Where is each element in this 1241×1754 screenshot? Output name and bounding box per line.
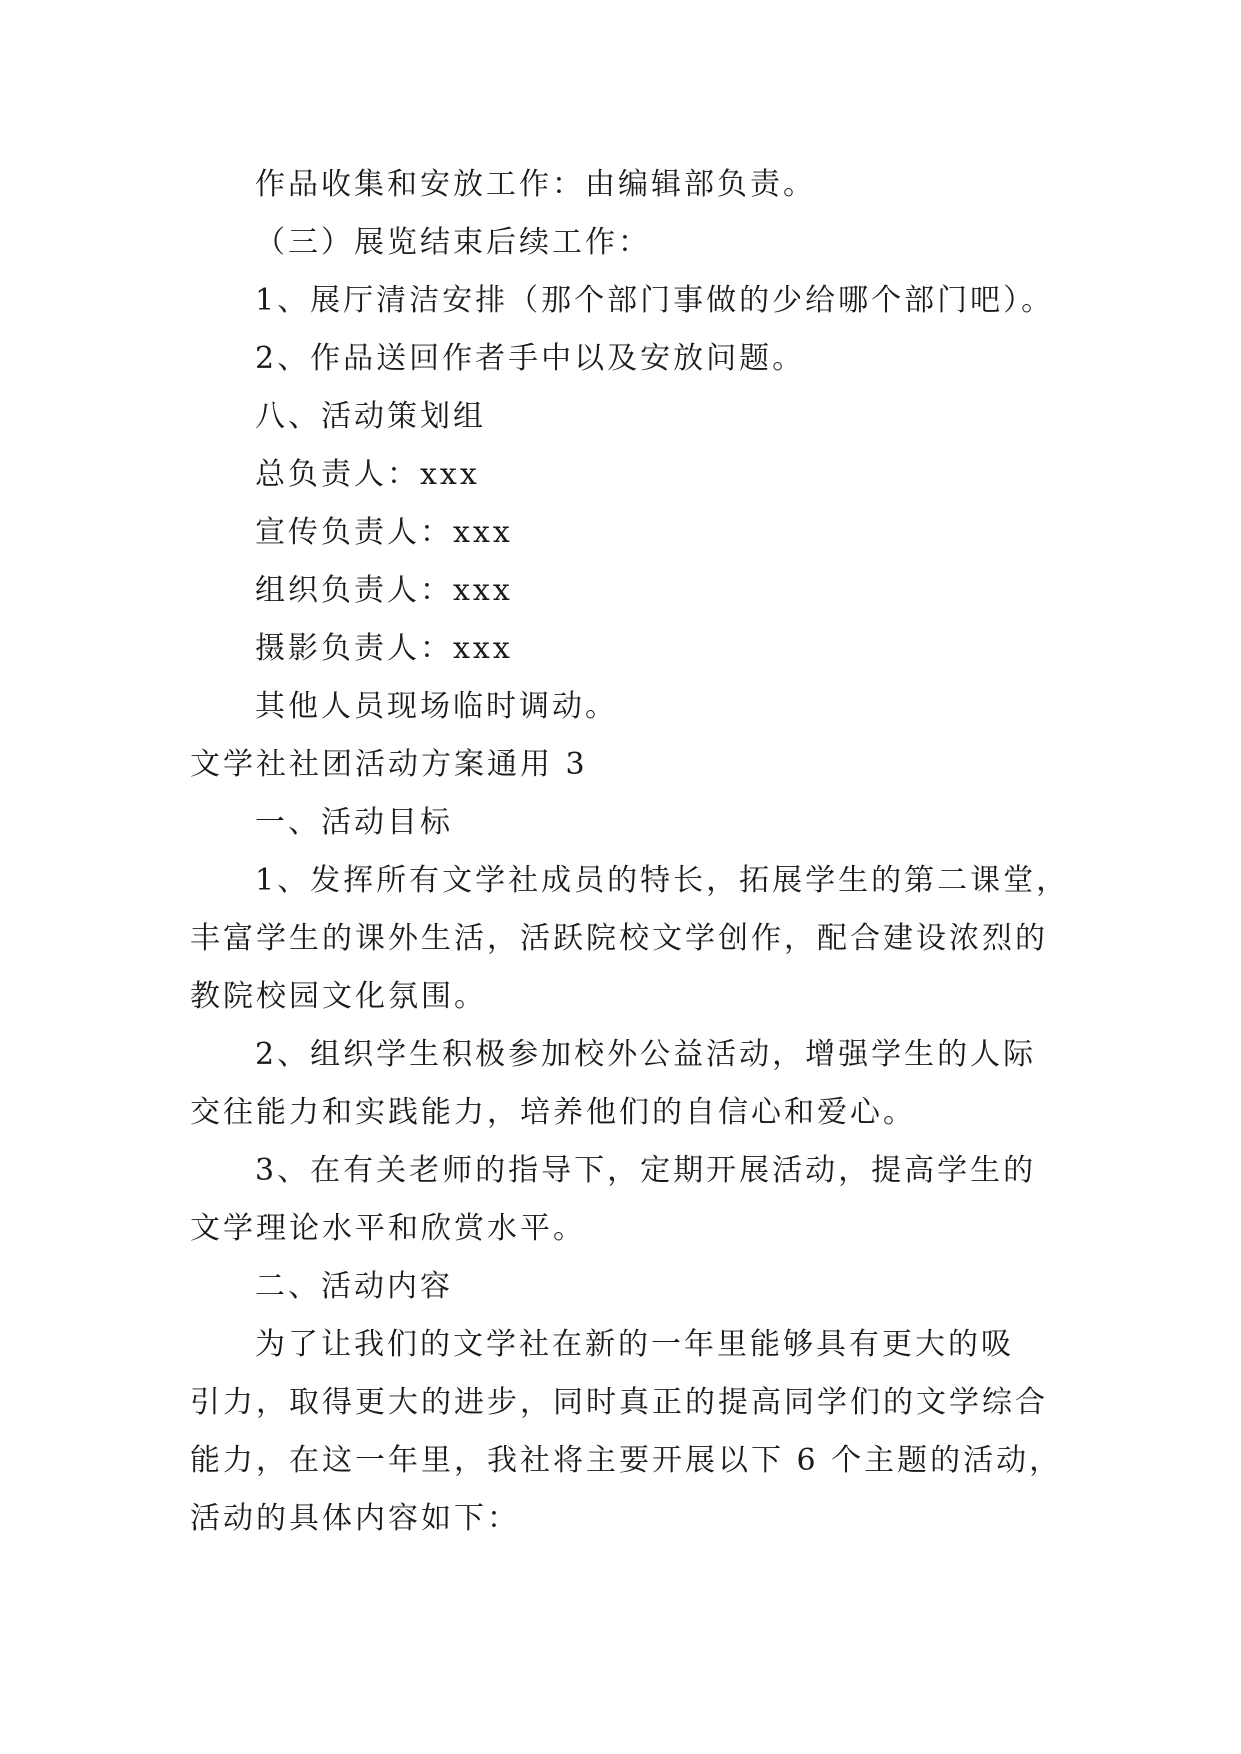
document-title: 文学社社团活动方案通用 3	[190, 747, 588, 782]
text-line: 组织负责人：xxx	[255, 573, 513, 608]
text-line: 丰富学生的课外生活，活跃院校文学创作，配合建设浓烈的	[190, 921, 1048, 956]
text-line: 教院校园文化氛围。	[190, 979, 487, 1014]
section-heading: 二、活动内容	[255, 1269, 453, 1304]
text-line: 1、发挥所有文学社成员的特长，拓展学生的第二课堂，	[255, 863, 1070, 898]
text-line: 文学理论水平和欣赏水平。	[190, 1211, 586, 1246]
text-line: 2、组织学生积极参加校外公益活动，增强学生的人际	[255, 1037, 1037, 1072]
text-line: 2、作品送回作者手中以及安放问题。	[255, 341, 806, 376]
text-line: 交往能力和实践能力，培养他们的自信心和爱心。	[190, 1095, 916, 1130]
text-line: 能力，在这一年里，我社将主要开展以下 6 个主题的活动，	[190, 1443, 1063, 1478]
text-line: 1、展厅清洁安排（那个部门事做的少给哪个部门吧）。	[255, 283, 1055, 318]
section-heading: 一、活动目标	[255, 805, 453, 840]
text-line: 其他人员现场临时调动。	[255, 689, 618, 724]
text-line: 总负责人：xxx	[255, 457, 480, 492]
text-line: 摄影负责人：xxx	[255, 631, 513, 666]
text-line: （三）展览结束后续工作：	[255, 225, 651, 260]
text-line: 3、在有关老师的指导下，定期开展活动，提高学生的	[255, 1153, 1037, 1188]
text-line: 活动的具体内容如下：	[190, 1501, 520, 1536]
text-line: 为了让我们的文学社在新的一年里能够具有更大的吸	[255, 1327, 1014, 1362]
section-heading: 八、活动策划组	[255, 399, 486, 434]
text-line: 作品收集和安放工作：由编辑部负责。	[255, 167, 816, 202]
text-line: 宣传负责人：xxx	[255, 515, 513, 550]
text-line: 引力，取得更大的进步，同时真正的提高同学们的文学综合	[190, 1385, 1048, 1420]
